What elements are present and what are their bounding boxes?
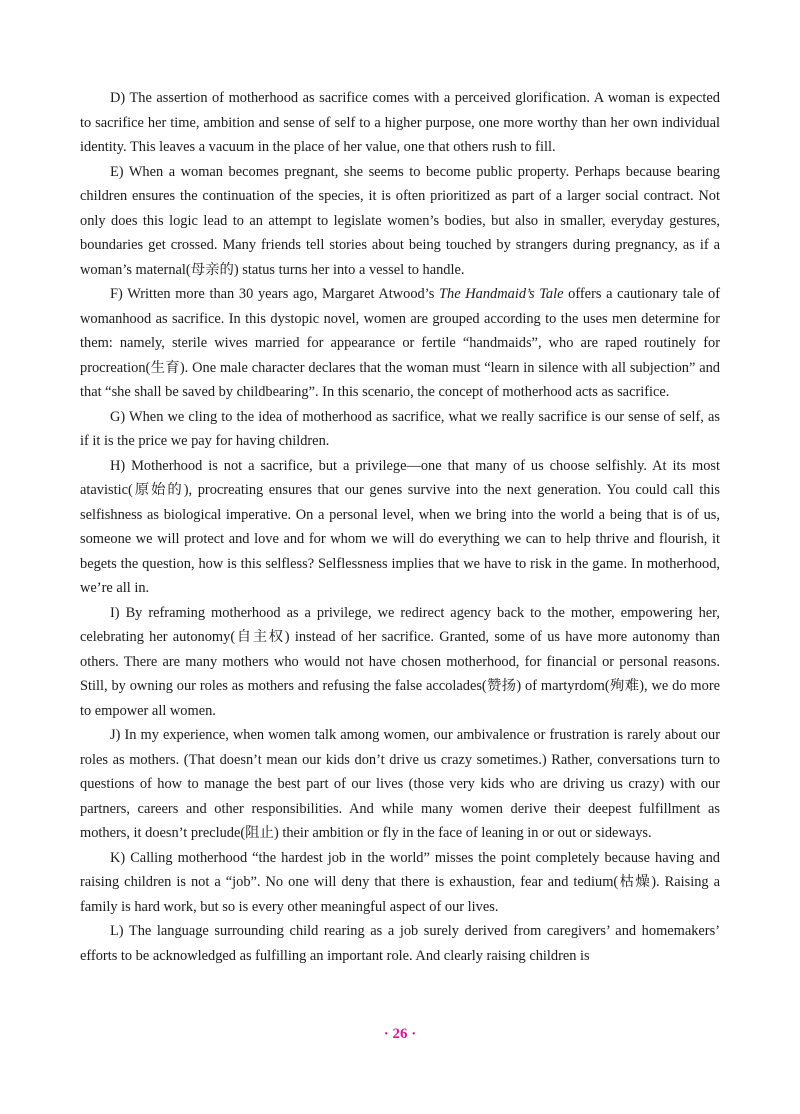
document-body (80, 86, 720, 968)
paragraph-e: E) When a woman becomes pregnant, she seems to become public property. Perhaps because bearing children ensures the continuation of the species, it is often prioritized as part of a larger social contract. Not only does this logic lead to an attempt to legislate women’s bodies, but also in smaller, everyday gestures, boundaries get crossed. Many friends tell stories about being touched by strangers during pregnancy, as if a woman’s maternal(母亲的) status turns her into a vessel to handle. (80, 163, 720, 278)
paragraph-d: D) The assertion of motherhood as sacrifice comes with a perceived glorification. A woman is expected to sacrifice her time, ambition and sense of self to a higher purpose, one more worthy than her own individual identity. This leaves a vacuum in the place of her value, one that others rush to fill. (80, 90, 720, 155)
page-number: · 26 · (383, 1026, 417, 1042)
paragraph-g: G) When we cling to the idea of motherhood as sacrifice, what we really sacrifice is our sense of self, as if it is the price we pay for having children. (80, 408, 720, 449)
paragraph-h: H) Motherhood is not a sacrifice, but a privilege—one that many of us choose selfishly. At its most atavistic(原始的), procreating ensures that our genes survive into the next generation. You could call this selfishness as biological imperative. On a personal level, when we bring into the world a being that is of us, someone we will protect and love and for whom we will do everything we can to help thrive and flourish, it begets the question, how is this selfless? Selflessness implies that we have to risk in the game. In motherhood, we’re all in. (80, 457, 720, 596)
paragraph-i: I) By reframing motherhood as a privilege, we redirect agency back to the mother, empowering her, celebrating her autonomy(自主权) instead of her sacrifice. Granted, some of us have more autonomy than others. There are many mothers who would not have chosen motherhood, for financial or personal reasons. Still, by owning our roles as mothers and refusing the false accolades(赞扬) of martyrdom(殉难), we do more to empower all women. (80, 604, 720, 719)
paragraph-f-lead: F) Written more than 30 years ago, Margaret Atwood’s (110, 286, 440, 302)
paragraph-k: K) Calling motherhood “the hardest job in the world” misses the point completely because having and raising children is not a “job”. No one will deny that there is exhaustion, fear and tedium(枯燥). Raising a family is hard work, but so is every other meaningful aspect of our lives. (80, 849, 720, 915)
paragraph-f (80, 282, 720, 405)
book-title: The Handmaid’s Tale (439, 286, 564, 302)
paragraph-j: J) In my experience, when women talk among women, our ambivalence or frustration is rarely about our roles as mothers. (That doesn’t mean our kids don’t drive us crazy sometimes.) Rather, conversations turn to questions of how to manage the best part of our lives (those very kids who are driving us crazy) with our partners, careers and other responsibilities. And while many women derive their deepest fulfillment as mothers, it doesn’t preclude(阻止) their ambition or fly in the face of leaning in or out or sideways. (80, 727, 720, 841)
paragraph-l: L) The language surrounding child rearing as a job surely derived from caregivers’ and homemakers’ efforts to be acknowledged as fulfilling an important role. And clearly raising children is (80, 923, 720, 964)
paragraph-f-rest: offers a cautionary tale of womanhood as sacrifice. In this dystopic novel, women are grouped according to the uses men determine for them: namely, sterile wives married for appearance or fertile “handmaids”, who are raped routinely for procreation(生育). One male character declares that the woman must “learn in silence with all subjection” and that “she shall be saved by childbearing”. In this scenario, the concept of motherhood acts as sacrifice. (80, 286, 720, 400)
